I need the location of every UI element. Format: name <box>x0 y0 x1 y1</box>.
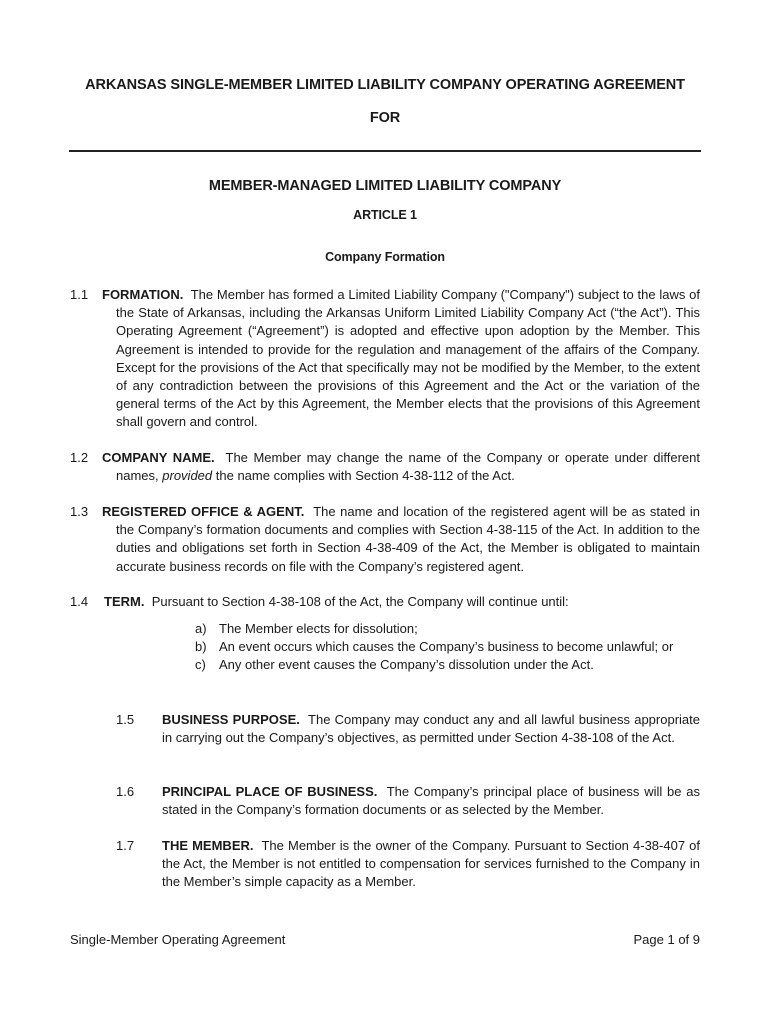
section-number: 1.5 <box>116 712 135 727</box>
section-body: The Company may conduct any and all lawful business appropriate in carrying out the Company’s objectives, as permitted under Section 4-38-108 of the Act. <box>162 712 700 746</box>
section-title: PRINCIPAL PLACE OF BUSINESS. <box>162 784 378 799</box>
section-formation <box>70 286 700 432</box>
term-conditions-list <box>195 620 685 675</box>
section-body: Pursuant to Section 4-38-108 of the Act, the Company will continue until: <box>151 594 569 609</box>
section-text <box>70 449 700 485</box>
section-text <box>70 286 700 432</box>
section-number: 1.2 <box>70 450 89 465</box>
section-title: BUSINESS PURPOSE. <box>162 712 300 727</box>
list-marker: c) <box>195 657 206 673</box>
title-divider <box>69 150 701 152</box>
section-body: The Member may change the name of the Company or operate under different names, <box>116 450 700 484</box>
section-number: 1.7 <box>116 838 135 853</box>
section-title: TERM. <box>104 594 145 609</box>
section-number: 1.4 <box>70 594 89 609</box>
section-body: The Member has formed a Limited Liability Company ("Company") subject to the laws of the State of Arkansas, including the Arkansas Uniform Limited Liability Company Act (“the Act”). This Operating Agreement (“Agreement”) is adopted and effective upon adoption by the Member. This Agreement is intended to provide for the regulation and management of the affairs of the Company. Except for the provisions of the Act that specifically may not be modified by the Member, to the extent of any contradiction between the provisions of this Agreement and the Act or the variation of the general terms of the Act by this Agreement, the Member elects that the provisions of this Agreement shall govern and control. <box>116 287 700 430</box>
list-item <box>195 620 685 638</box>
section-text <box>116 837 700 892</box>
section-body: The name and location of the registered agent will be as stated in the Company’s formation documents and complies with Section 4-38-115 of the Act. In addition to the duties and obligations set forth in Section 4-38-409 of the Act, the Member is obligated to maintain accurate business records on file with the Company’s registered agent. <box>116 504 700 574</box>
section-title: FORMATION. <box>102 287 184 302</box>
section-business-purpose <box>116 711 700 747</box>
section-the-member <box>116 837 700 892</box>
section-text <box>116 711 700 747</box>
section-body: The Company’s principal place of business will be as stated in the Company’s formation documents or as selected by the Member. <box>162 784 700 818</box>
list-item <box>195 656 685 674</box>
section-text <box>70 593 700 611</box>
list-item <box>195 638 685 656</box>
section-text <box>116 783 700 819</box>
section-principal-place <box>116 783 700 819</box>
section-company-name <box>70 449 700 485</box>
footer-page-number: Page 1 of 9 <box>633 932 700 947</box>
list-marker: b) <box>195 639 207 655</box>
list-item-text: The Member elects for dissolution; <box>219 621 418 636</box>
section-heading: Company Formation <box>325 250 445 264</box>
section-title: THE MEMBER. <box>162 838 254 853</box>
section-number: 1.3 <box>70 504 89 519</box>
document-title: ARKANSAS SINGLE-MEMBER LIMITED LIABILITY COMPANY OPERATING AGREEMENT <box>85 77 685 93</box>
section-number: 1.1 <box>70 287 89 302</box>
section-registered-office <box>70 503 700 576</box>
section-title: COMPANY NAME. <box>102 450 215 465</box>
list-item-text: Any other event causes the Company’s dissolution under the Act. <box>219 657 594 673</box>
section-term <box>70 593 700 611</box>
list-marker: a) <box>195 621 207 636</box>
list-item-text: An event occurs which causes the Company’s business to become unlawful; or <box>219 639 674 655</box>
article-heading: ARTICLE 1 <box>353 208 417 222</box>
section-body-emphasis: provided <box>162 468 213 484</box>
section-title: REGISTERED OFFICE & AGENT. <box>102 504 305 519</box>
section-body-continued: the name complies with Section 4-38-112 of the Act. <box>215 468 515 484</box>
document-title-for: FOR <box>369 110 401 126</box>
footer-document-name: Single-Member Operating Agreement <box>70 932 286 947</box>
section-body: The Member is the owner of the Company. Pursuant to Section 4-38-407 of the Act, the Member is not entitled to compensation for services furnished to the Company in the Member’s simple capacity as a Member. <box>162 838 700 890</box>
section-number: 1.6 <box>116 784 135 799</box>
section-text <box>70 503 700 576</box>
document-subtitle: MEMBER-MANAGED LIMITED LIABILITY COMPANY <box>208 178 562 194</box>
